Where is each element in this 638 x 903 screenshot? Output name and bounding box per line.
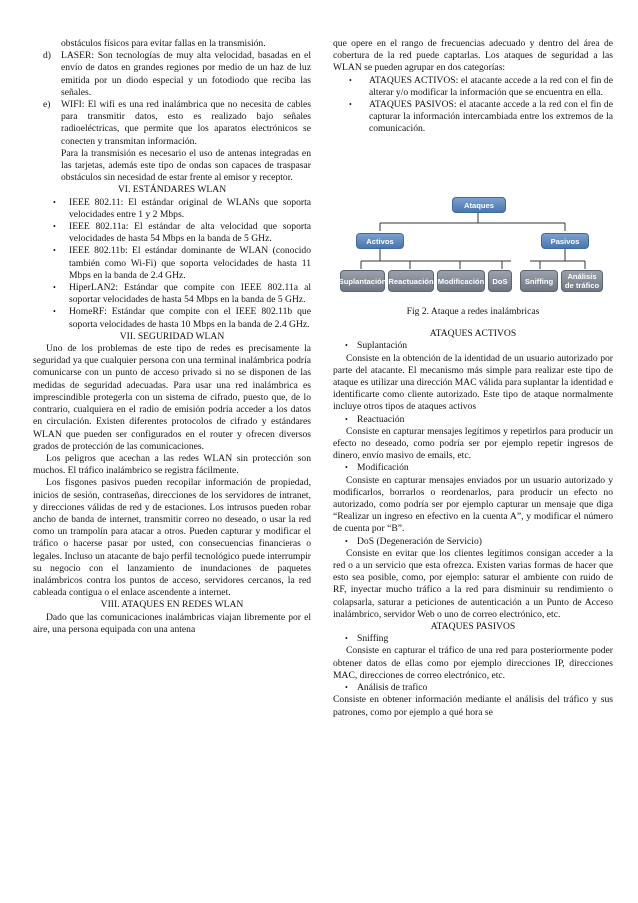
paragraph: Consiste en capturar el tráfico de una red para posteriormente poder obtener datos de ellas como por ejemplo direcciones IP, direcciones MAC, direcciones de correo electrónico, etc. [333, 645, 613, 681]
diagram-leaf-sniffing: Sniffing [520, 270, 558, 292]
subheading-suplantacion [333, 340, 613, 352]
diagram-node-active: Activos [356, 233, 404, 249]
subheading-text: Modificación [357, 462, 409, 474]
list-text: WIFI: El wifi es una red inalámbrica que no necesita de cables para transmitir datos, esto es realizado bajo señales radioeléctricas, que permite que los aparatos electrónicos se conecten y transmitan información. [61, 99, 311, 147]
diagram-leaf-dos: DoS [488, 270, 512, 292]
bullet-icon: • [53, 283, 56, 293]
bullet-icon: • [53, 246, 56, 256]
list-label: e) [43, 99, 51, 111]
diagram-node-passive: Pasivos [541, 233, 589, 249]
standard-item [33, 306, 311, 330]
list-label: d) [43, 50, 51, 62]
diagram-leaf-modificacion: Modificación [437, 270, 485, 292]
subheading-dos [333, 536, 613, 548]
bullet-icon: • [53, 197, 56, 207]
subheading-modificacion [333, 462, 613, 474]
bullet-icon: • [345, 536, 348, 546]
bullet-icon: • [345, 341, 348, 351]
paragraph: Consiste en capturar mensajes enviados por un usuario autorizado y modificarlos, borrarlos o reordenarlos, para producir un efecto no autorizado, como podría ser por ejemplo capturar un mensaje que diga “Realizar un ingreso en efectivo en la cuenta A”, y modificar el número de cuenta por “B”. [333, 474, 613, 535]
list-item-wifi [33, 99, 311, 148]
subheading-text: Reactuación [357, 413, 405, 425]
section-heading-estandares: VI. ESTÁNDARES WLAN [117, 184, 227, 196]
diagram-leaf-analisis: Análisis de tráfico [561, 270, 603, 292]
list-text: LASER: Son tecnologías de muy alta velocidad, basadas en el envío de datos en grandes regiones por medio de un haz de luz emitida por un diodo especial y un fotodiodo que reciba las señales. [61, 50, 311, 98]
diagram-leaf-suplantacion: Suplantación [340, 270, 385, 292]
bullet-icon: • [345, 414, 348, 424]
bullet-icon: • [349, 100, 352, 110]
attack-category-item [333, 75, 613, 99]
paragraph: Consiste en obtener información mediante el análisis del tráfico y sus patrones, como por ejemplo a qué hora se [333, 694, 613, 718]
subheading-text: Sniffing [357, 633, 389, 645]
attack-category-text: ATAQUES PASIVOS: el atacante accede a la red con el fin de capturar la información intercambiada entre los extremos de la comunicación. [369, 99, 613, 135]
standard-text: HomeRF: Estándar que compite con el IEEE 802.11b que soporta velocidades de hasta 10 Mbps en la banda de 2.4 GHz. [69, 306, 311, 330]
left-column [33, 38, 311, 636]
right-column [333, 38, 613, 136]
attack-taxonomy-diagram [340, 195, 605, 297]
standard-text: IEEE 802.11a: El estándar de alta velocidad que soporta velocidades de hasta 54 Mbps en la banda de 5 GHz. [69, 221, 311, 245]
standard-text: IEEE 802.11: El estándar original de WLANs que soporta velocidades entre 1 y 2 Mbps. [69, 196, 311, 220]
paragraph: Consiste en evitar que los clientes legítimos consigan acceder a la red o a un servicio que esta ofrezca. Existen varias formas de hacer que esto sea posible, como, por ejemplo: saturar el ambiente con ruido de RF, inyectar mucho tráfico a la red para disminuir su rendimiento o colapsarla, saturar a peticiones de autenticación a un Punto de Acceso inalámbrico, servidor Web o uno de correo electrónico, etc. [333, 547, 613, 620]
paragraph: Consiste en capturar mensajes legítimos y repetirlos para producir un efecto no deseado, como podría ser por ejemplo repetir ingresos de dinero, envío masivo de emails, etc. [333, 425, 613, 462]
paragraph: que opere en el rango de frecuencias adecuado y dentro del área de cobertura de la red puede captarlas. Los ataques de seguridad a las WLAN se pueden agrupar en dos categorías: [333, 38, 613, 74]
standard-text: IEEE 802.11b: El estándar dominante de WLAN (conocido también como Wi-Fi) que soporta velocidades de hasta 11 Mbps en la banda de 2.4 GHz. [69, 245, 311, 281]
attack-category-item [333, 99, 613, 136]
paragraph: Consiste en la obtención de la identidad de un usuario autorizado por parte del atacante. El mecanismo más simple para realizar este tipo de ataque es utilizar una dirección MAC válida para suplantar la identidad e identificarte como cliente autorizado. Este tipo de ataque normalmente incluye otros tipos de ataques activos [333, 352, 613, 413]
list-item-laser [33, 50, 311, 99]
right-column-lower [333, 302, 613, 719]
section-heading-seguridad: VII. SEGURIDAD WLAN [119, 330, 225, 342]
paragraph: Los peligros que acechan a las redes WLAN sin protección son muchos. El tráfico inalámbrico se registra fácilmente. [33, 452, 311, 477]
paragraph: Dado que las comunicaciones inalámbricas viajan libremente por el aire, una persona equipada con una antena [33, 611, 311, 635]
list-item-c-continuation: obstáculos físicos para evitar fallas en la transmisión. [61, 38, 266, 49]
diagram-leaf-reactuacion: Reactuación [388, 270, 434, 292]
wifi-continuation: Para la transmisión es necesario el uso de antenas integradas en las tarjetas, además este tipo de ondas son capaces de traspasar obstáculos sin necesidad de estar frente al emisor y receptor. [61, 147, 311, 184]
subheading-text: Análisis de trafico [357, 682, 428, 694]
subheading-text: Suplantación [357, 340, 408, 352]
standard-item [33, 221, 311, 245]
paragraph: Los fisgones pasivos pueden recopilar información de propiedad, inicios de sesión, contraseñas, direcciones de los servidores de intranet, y direcciones válidas de red y de estaciones. Los intrusos pueden robar ancho de banda de internet, transmitir correo no deseado, o usar la red como un trampolín para atacar a otros. Pueden capturar y modificar el tráfico o hacerse pasar por usted, con consecuencias financieras o legales. Incluso un atacante de bajo perfil tecnológico puede interrumpir su negocio con el lanzamiento de inundaciones de paquetes inalámbricos contra los puntos de acceso, servidores cercanos, la red cableada contigua o el enlace ascendente a internet. [33, 477, 311, 599]
bullet-icon: • [53, 307, 56, 317]
bullet-icon: • [349, 75, 352, 85]
subheading-reactuacion [333, 414, 613, 426]
heading-ataques-pasivos: ATAQUES PASIVOS [430, 621, 516, 633]
bullet-icon: • [345, 634, 348, 644]
bullet-icon: • [345, 463, 348, 473]
standard-item [33, 282, 311, 306]
section-heading-ataques: VIII. ATAQUES EN REDES WLAN [100, 599, 244, 611]
figure-caption: Fig 2. Ataque a redes inalámbricas [406, 306, 540, 317]
subheading-text: DoS (Degeneración de Servicio) [357, 535, 482, 547]
standard-item [33, 245, 311, 282]
diagram-node-root: Ataques [452, 197, 506, 213]
standard-item [33, 197, 311, 221]
subheading-analisis [333, 682, 613, 694]
heading-ataques-activos: ATAQUES ACTIVOS [429, 328, 517, 340]
subheading-sniffing [333, 633, 613, 645]
standard-text: HiperLAN2: Estándar que compite con IEEE 802.11a al soportar velocidades de hasta 54 Mbps en la banda de 5 GHz. [69, 282, 311, 306]
bullet-icon: • [345, 683, 348, 693]
paragraph: Uno de los problemas de este tipo de redes es precisamente la seguridad ya que cualquier persona con una terminal inalámbrica podría comunicarse con un punto de acceso privado si no se disponen de las medidas de seguridad adecuadas. Para usar una red inalámbrica es imprescindible protegerla con un sistema de cifrado, puesto que, de lo contrario, cualquiera en el radio de emisión podría acceder a los datos en circulación. Existen diferentes protocolos de cifrado y estándares WLAN que pueden ser configurados en el router y ofrecen diversos grados de protección de las comunicaciones. [33, 343, 311, 452]
attack-category-text: ATAQUES ACTIVOS: el atacante accede a la red con el fin de alterar y/o modificar la información que se encuentra en ella. [369, 74, 613, 98]
bullet-icon: • [53, 222, 56, 232]
